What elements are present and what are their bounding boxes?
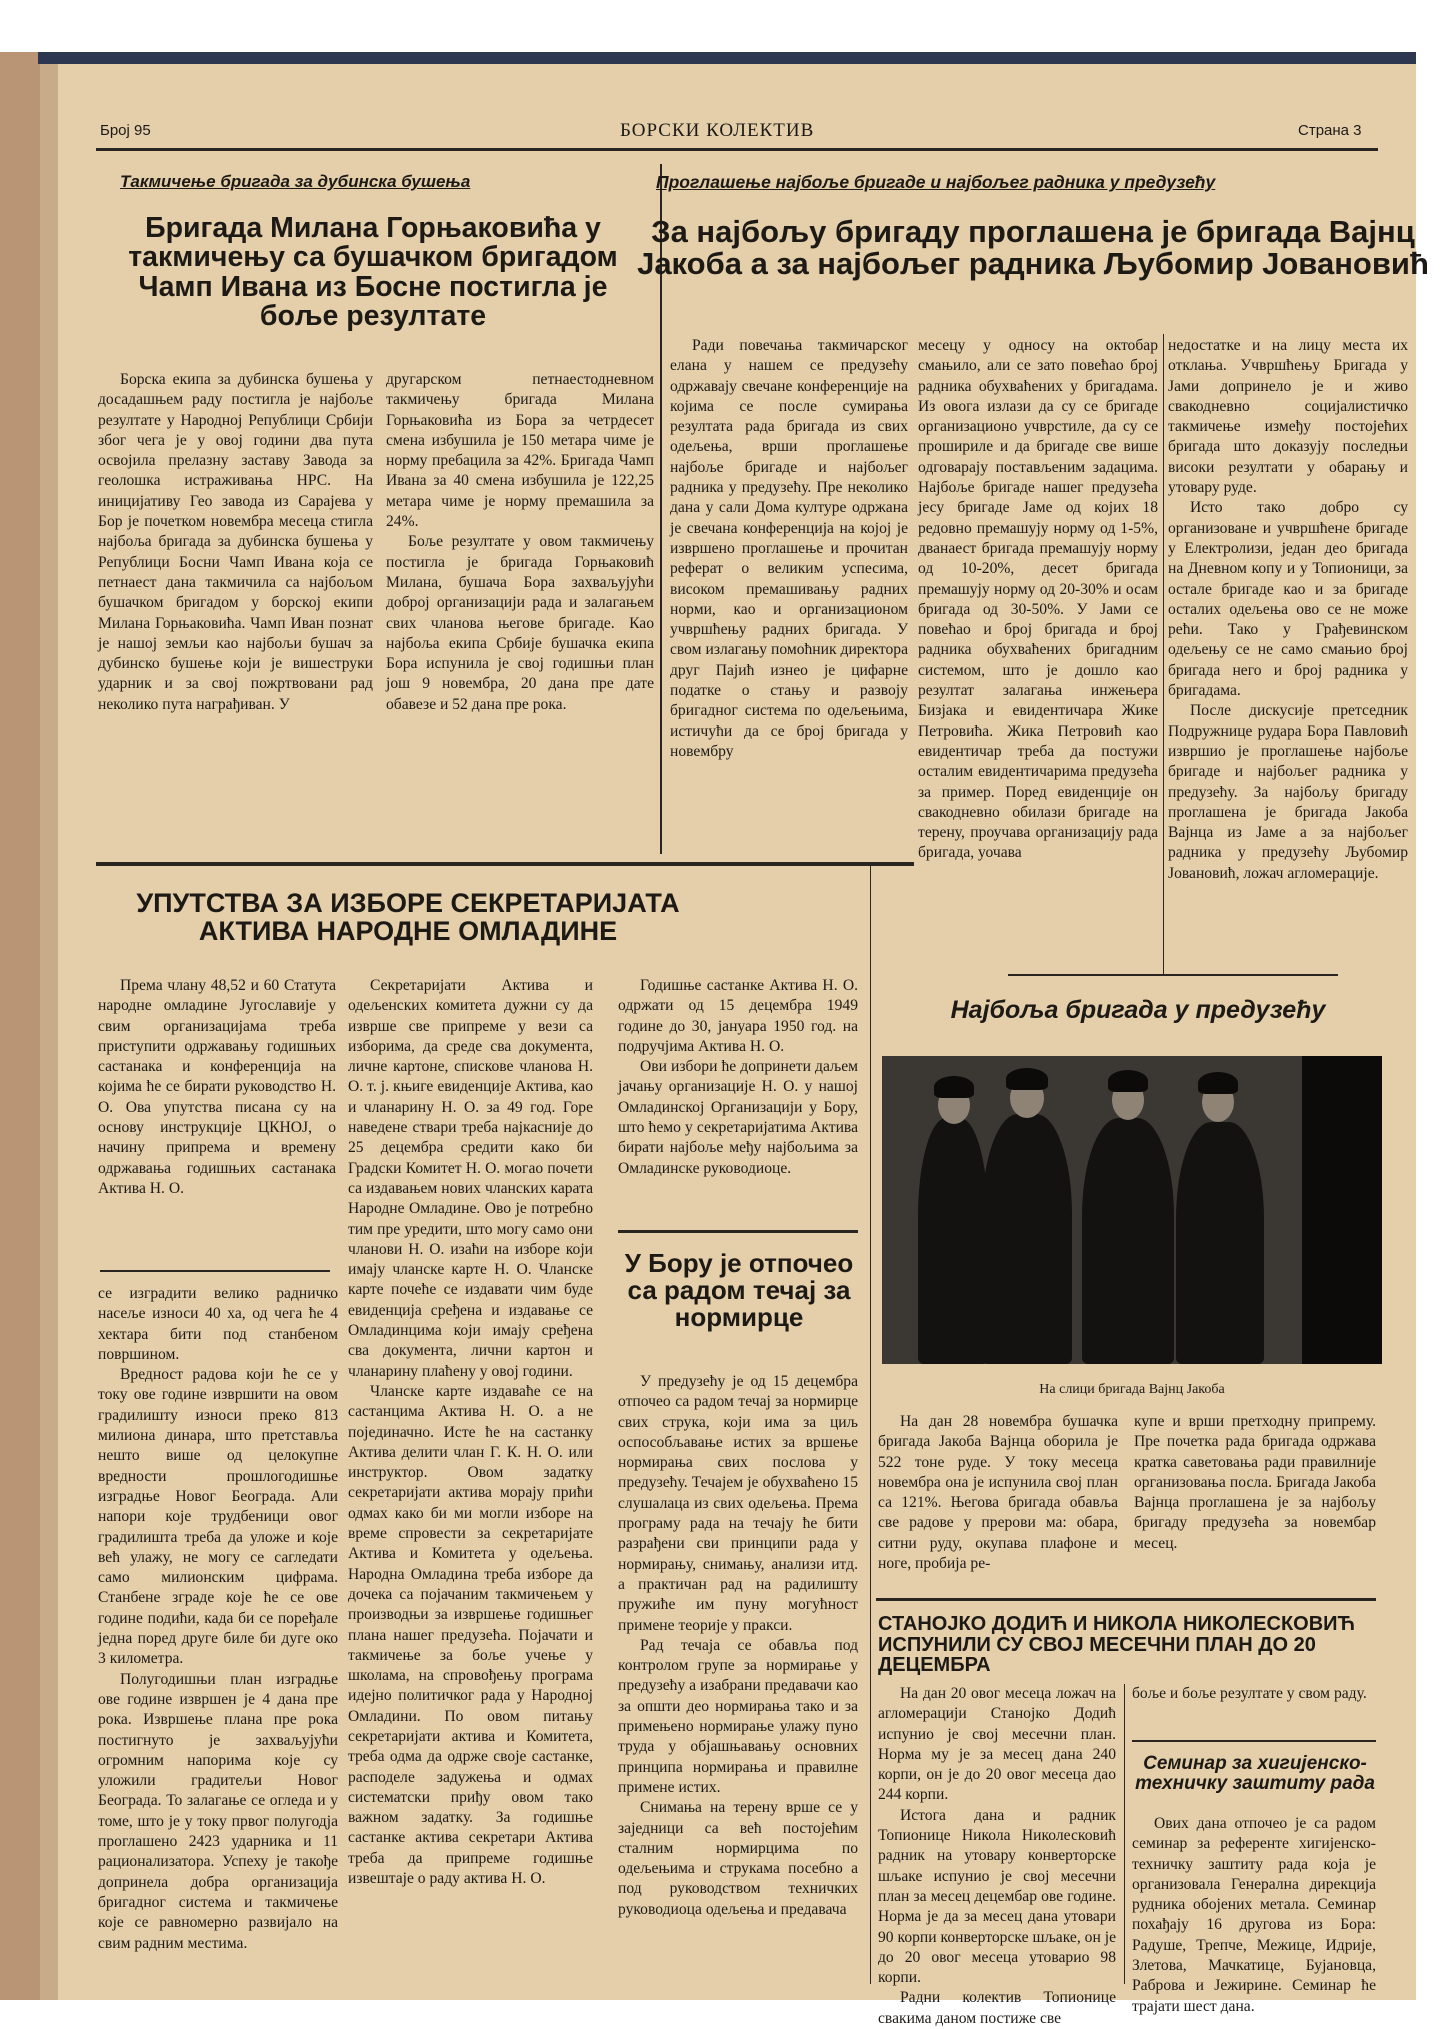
headline-youth: УПУТСТВА ЗА ИЗБОРЕ СЕКРЕТАРИЈАТА АКТИВА НАРОДНЕ ОМЛАДИНЕ bbox=[136, 888, 680, 946]
paragraph: После дискусије претседник Подружнице рудара Бора Павловић извршио је проглашење најбоље бригаде и најбољег радника у предузећу. За најбољу бригаду проглашена је бригада Јакоба Вајнца из Јаме а за најбољег радника у предузећу Љубомир Јовановић, ложач агломерације. bbox=[1168, 702, 1408, 882]
article-youth-col1 bbox=[98, 976, 336, 1199]
newspaper-page bbox=[58, 64, 1429, 2027]
paragraph: месецу у односу на октобар смањило, али се зато повећао број радника обухваћених у бригадама. Из овога излази да су се бригаде организационо учврстиле, да су се прошириле и да бригаде све више одговарају постављеним задацима. Најбоље бригаде нашег предузећа јесу бригаде Јаме од којих 18 редовно премашују норму од 1-5%, дванаест бригада премашују норму од 10-20%, десет бригада премашују норму од 20-30% и осам бригада од 30-50%. У Јами се повећао и број бригада и број радника обухваћених бригадним системом, што је дошло као резултат залагања инжењера Бизјака и евидентичара Жике Петровића. Жика Петровић као евидентичар треба да постужи осталим евидентичарима предузећа за пример. Поред евиденције он свакодневно обилази бригаде на терену, проучава организацију рада бригада, уочава bbox=[918, 337, 1158, 862]
headline-best-brigade: Најбоља бригада у предузећу bbox=[950, 996, 1326, 1024]
section-label-drilling: Такмичење бригада за дубинска бушења bbox=[120, 172, 471, 191]
paragraph: боље и боље резултате у свом раду. bbox=[1132, 1685, 1367, 1702]
article-drilling-col2 bbox=[386, 370, 654, 715]
paragraph: недостатке и на лицу места их отклања. Учвршћењу Бригада у Јами допринело је и живо свакодневно социјалистичко такмичење између постојећих бригада што доказују последњи високи резултати у обарању и утовару руде. bbox=[1168, 337, 1408, 497]
paragraph: Секретаријати Актива и одељенских комитета дужни су да изврше све припреме у вези са изборима, да среде сва документа, личне картоне, списковe чланова Н. О. т. ј. књиге евиденције Актива, као и чланарину Н. О. за 49 год. Горе наведене ствари треба најкасније до 25 децембра средити како би Градски Комитет Н. О. могао почети са издавањем нових чланских карата Народне Омладине. Ово је потребно тим пре уредити, што могу само они чланови Н. О. изаћи на изборе који имају чланске карте Н. О. Чланске карте почеће се издавати чим буде евиденција сређена и издавање се Омладинцима који имају сређена сва документа, лични картон и чланарину плаћену у овој години. bbox=[348, 977, 593, 1380]
paragraph: Ових дана отпочео је са радом семинар за референте хигијенско-техничку заштиту рада која је организовала Генерална дирекција рудника обојених метала. Семинар похађају 16 другова из Бора: Радуше, Трепче, Межице, Идрије, Злетова, Мачкатице, Бујановца, Раброва и Јежирине. Семинар ће трајати шест дана. bbox=[1132, 1815, 1376, 2015]
article-brigade-col2 bbox=[918, 336, 1158, 864]
paragraph: У предузећу је од 15 децембра отпочео са радом течај за нормирце свих струка, који има за циљ оспособљавање истих за вршење нормирања свих послова у предузећу. Течајем је обухваћено 15 слушалаца из свих одељења. Према програму рада на течају ће бити разрађени сви принципи рада у нормирању, снимању, анализи итд. а практичан рад на радилишту пружиће им пуну могућност примене теорије у пракси. bbox=[618, 1373, 858, 1634]
paragraph: другарском петнаестодневном такмичењу бригада Милана Горњаковића из Бора за четрдесет смена избушила је 150 метара чиме је норму пребацила за 42%. Бригада Чамп Ивана за 40 смена избушила је 122,25 метара чиме је норму премашила за 24%. bbox=[386, 371, 654, 531]
column-rule bbox=[618, 1230, 858, 1233]
article-best-brigade-col2 bbox=[1134, 1412, 1376, 1554]
paragraph: Вредност радова који ће се у току ове године извршити на овом градилишту износи преко 813 милиона динара, што претставља нешто више од целокупне вредности прошлогодишње изградње Новог Београда. Али напори које трудбеници овог градилишта треба да уложе и које већ улажу, не могу се сагледати само милионским цифрама. Станбене зграде које ће се ове године подићи, када би се поређале једна поред друге биле би дуге око 3 километра. bbox=[98, 1366, 338, 1668]
column-rule bbox=[870, 864, 871, 1984]
article-youth-col2 bbox=[348, 976, 593, 1889]
article-brigade-col1 bbox=[670, 336, 908, 762]
article-youth-col3 bbox=[618, 976, 858, 1179]
paragraph: Ови избори ће допринети даљем јачању организације Н. О. у нашој Омладинској Организацији у Бору, што ћемо у секретаријатима Актива бирати најбоље међу најбољима за Омладинске руководиоце. bbox=[618, 1058, 858, 1177]
article-workers-col1 bbox=[878, 1684, 1116, 2029]
paragraph: Ради повечања такмичарског елана у нашем се предузећу одржавају свечане конференције на којима се после сумирања резултата рада бригада из свих одељења, врши проглашење најбоље бригаде и најбољег радника у предузећу. Пре неколико дана у сали Дома културе одржана је свечана конференција на којој је извршено проглашење и прочитан реферат о великим успесима, високом премашивању радних норми, као и организационом учвршћењу радних бригада. У свом излагању помоћник директора друг Пајић изнео је цифарне податке о стању и развоју бригадног система по одељењима, истичући да се број бригада у новембру bbox=[670, 337, 908, 760]
paragraph: Снимања на терену врше се у заједници са већ постојећим сталним нормирцима по одељењима и струкама посебно а под руководством техничких руководиоца одељења и предавача bbox=[618, 1799, 858, 1918]
page-number: Страна 3 bbox=[1298, 122, 1362, 139]
article-seminar bbox=[1132, 1814, 1376, 2017]
section-rule bbox=[1132, 1740, 1376, 1742]
paragraph: се изградити велико радничко насеље износи 40 ха, од чега ће 4 хектара бити под станбеном површином. bbox=[98, 1285, 338, 1363]
headline-drilling: Бригада Милана Горњаковића у такмичењу са бушачком бригадом Чамп Ивана из Босне постигла је боље резултате bbox=[128, 212, 618, 333]
paragraph: Према члану 48,52 и 60 Статута народне омладине Југославије у свим организацијама треба приступити одржавању годишњих састанака и конференција на којима ће се бирати руководство Н. О. Ова упутства писана су на основу инструкције ЦКНОЈ, о начину припрема и времену одржавања годишњих састанака Актива Н. О. bbox=[98, 977, 336, 1197]
headline-course: У Бору је отпочео са радом течај за нормирце bbox=[624, 1248, 854, 1332]
headline-seminar: Семинар за хигијенско-техничку заштиту рада bbox=[1135, 1753, 1375, 1794]
head-rule bbox=[96, 148, 1378, 151]
section-rule bbox=[1008, 974, 1338, 976]
paragraph: Годишње састанке Актива Н. О. одржати од 15 децембра 1949 године до 30, јануара 1950 год. на подручјима Актива Н. О. bbox=[618, 977, 858, 1055]
photo-caption: На слици бригада Вајнц Јакоба bbox=[1039, 1382, 1225, 1397]
article-belgrade bbox=[98, 1284, 338, 1954]
article-workers-col2 bbox=[1132, 1684, 1376, 1704]
paragraph: Рад течаја се обавља под контролом групе за нормирање у предузећу а изабрани предавачи као за општи део нормирања тако и за примењено нормирање улажу пуно труда у објашњавању основних принципа нормирања и правилне примене истих. bbox=[618, 1636, 858, 1796]
column-rule bbox=[1124, 1684, 1125, 1984]
article-brigade-col3 bbox=[1168, 336, 1408, 884]
column-rule bbox=[1163, 334, 1164, 974]
article-drilling-col1 bbox=[98, 370, 373, 715]
binding-spine bbox=[38, 52, 1416, 64]
section-rule bbox=[876, 1598, 1376, 1601]
paragraph: Боље резултате у овом такмичењу постигла је бригада Горњаковић Милана, бушача Бора захваљујући доброј организацији рада и залагањем свих чланова његове бригаде. Као најбоља екипа Србије бушачка екипа Бора испунила је свој годишњи план још 9 новембра, 20 дана пре дате обавезе и 52 дана пре рока. bbox=[386, 533, 654, 713]
paragraph: Борска екипа за дубинска бушења у досадашњем раду постигла је најбоље резултате у Народној Републици Србији због чега је у овој години два пута освојила прелазну заставу Завода за геолошка истраживања НРС. На иницијативу Гео завода из Сарајева у Бор је почетком новембра месеца стигла најбоља бригада за дубинска бушења у Републици Босни Чамп Ивана која се петнаест дана такмичила са најбољом бушачком бригадом у борској екипи Милана Горњаковића. Чамп Иван познат је нашој земљи као најбољи бушач за дубинско бушење који је вишеструки ударник и за свој пожртвовани рад неколико пута награђиван. У bbox=[98, 371, 373, 713]
page-edge bbox=[0, 52, 40, 2000]
section-rule bbox=[96, 862, 914, 866]
headline-workers: СТАНОЈКО ДОДИЋ И НИКОЛА НИКОЛЕСКОВИЋ ИСПУНИЛИ СУ СВОЈ МЕСЕЧНИ ПЛАН ДО 20 ДЕЦЕМБРА bbox=[878, 1613, 1356, 1677]
paragraph: Радни колектив Топионице свакима даном постиже све bbox=[878, 1989, 1116, 2027]
column-rule bbox=[100, 1270, 330, 1272]
article-best-brigade-col1 bbox=[878, 1412, 1118, 1574]
brigade-photo bbox=[882, 1056, 1382, 1364]
paragraph: Истога дана и радник Топионице Никола Николесковић радник на утовару конверторске шљаке испунио је свој месечни план за месец децембар ове године. Норма је да за месец дана утовари 90 корпи конверторске шљаке, он је до 20 овог месеца утоварио 98 корпи. bbox=[878, 1806, 1116, 1987]
paragraph: Исто тако добро су организоване и учвршћене бригаде у Електролизи, један део бригада на Дневном копу и у Топионици, за остале бригаде као и за бригаде осталих одељења ово се не може рећи. Тако у Грађевинском одељењу се не само смањио број бригада него и број радника у бригадама. bbox=[1168, 499, 1408, 700]
paragraph: На дан 28 новембра бушачка бригада Јакоба Вајнца оборила је 522 тоне руде. У току месеца новембра она је испунила свој план са 121%. Његова бригада обавља све радове у прерови ма: обара, ситни руду, окупава плафоне и ноге, пробија ре- bbox=[878, 1413, 1118, 1573]
headline-brigade: За најбољу бригаду проглашена је бригада Вајнц Јакоба а за најбољег радника Љубомир Јовановић bbox=[637, 214, 1429, 281]
paragraph: На дан 20 овог месеца ложач на агломерацији Станојко Додић испунио је свој месечни план. Норма му је за месец дана 240 корпи, он је до 20 овог месеца дао 244 корпи. bbox=[878, 1685, 1116, 1804]
paragraph: Полугодишњи план изградње ове године извршен је 4 дана пре рока. Извршење плана пре рока постигнуто је захваљујући огромним напорима које су уложили градитељи Новог Београда. То залагање се огледа и у томе, што је у току првог полугодја проглашено 2423 ударника и 11 рационализатора. Успеху је такође допринела добра организација бригадног система и такмичење које се равномерно развијало на свим радним местима. bbox=[98, 1670, 338, 1952]
article-course bbox=[618, 1372, 858, 1920]
paragraph: купе и врши претходну припрему. Пре почетка рада бригада одржава кратка саветовања ради правилније организовања посла. Бригада Јакоба Вајнца проглашена је за најбољу бригаду предузећа за новембар месец. bbox=[1134, 1413, 1376, 1552]
paragraph: Чланске карте издаваће се на састанцима Актива Н. О. а не појединачно. Исте ће на састанку Актива делити члан Г. К. Н. О. или инструктор. Овом задатку секретаријати актива морају прићи одмах како би ми могли изборе на време спровести за секретаријате Актива и Комитета у одељења. Народна Омладина треба изборе да дочека са појачаним такмичењем у производњи за извршење годишњег плана нашег предузећа. Појачати и такмичење за боље учење у школама, на спровођењу програма идејно политичког рада у Народној Омладини. По овом питању секретаријати актива и Комитета, треба одма да одрже своје састанке, расподеле задужења и одмах систематски приђу овом тако важном задатку. За годишње састанке актива секретари Актива треба да припреме годишње извештаје о раду актива Н. О. bbox=[348, 1382, 593, 1888]
newspaper-title: БОРСКИ КОЛЕКТИВ bbox=[620, 120, 815, 141]
section-label-brigade: Проглашење најбоље бригаде и најбољег радника у предузећу bbox=[656, 172, 1216, 192]
issue-number: Број 95 bbox=[100, 122, 151, 139]
